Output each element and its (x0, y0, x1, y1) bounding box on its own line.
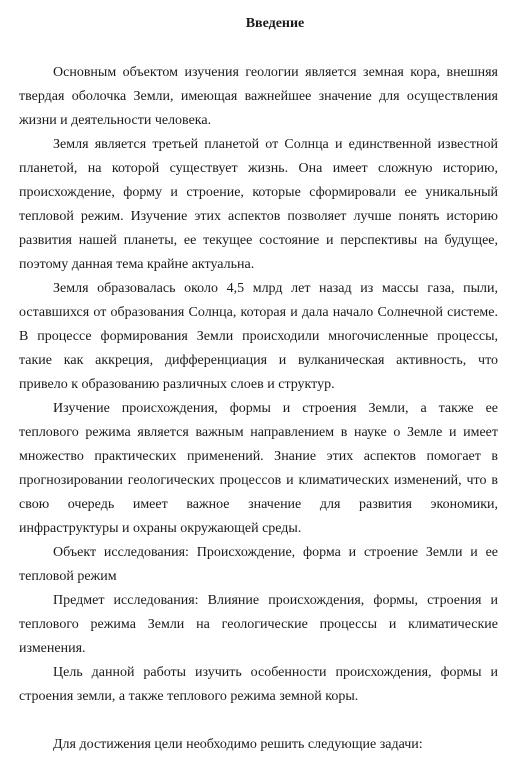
paragraph-research-goal (19, 661, 498, 709)
text-line: теплового режима является важным направлением в науке о Земле и имеет (19, 425, 498, 440)
text-line: Земля образовалась около 4,5 млрд лет назад из массы газа, пыли, (53, 281, 498, 296)
text-line: Основным объектом изучения геологии является земная кора, внешняя (53, 65, 498, 80)
text-line: изменения. (19, 641, 86, 656)
text-line: привело к образованию различных слоев и структур. (19, 377, 335, 392)
paragraph-intro-4 (19, 397, 498, 541)
text-line: теплового режима Земли на геологические процессы и климатические (19, 617, 498, 632)
page-title: Введение (245, 16, 305, 31)
text-line: Цель данной работы изучить особенности происхождения, формы и (53, 665, 498, 680)
paragraph-tasks-intro (19, 733, 498, 757)
text-line: Земля является третьей планетой от Солнца и единственной известной (53, 137, 498, 152)
text-line: планетой, на которой существует жизнь. Она имеет сложную историю, (19, 161, 498, 176)
text-line: строения земли, а также теплового режима земной коры. (19, 689, 359, 704)
text-line: свою очередь имеет важное значение для развития экономики, (19, 497, 498, 512)
text-line: Изучение происхождения, формы и строения Земли, а также ее (53, 401, 498, 416)
text-line: оставшихся от образования Солнца, которая и дала начало Солнечной системе. (19, 305, 498, 320)
paragraph-research-subject (19, 589, 498, 661)
text-line: тепловой режим. Изучение этих аспектов позволяет лучше понять историю (19, 209, 498, 224)
paragraph-research-object (19, 541, 498, 589)
text-line: поэтому данная тема крайне актуальна. (19, 257, 255, 272)
paragraph-spacer (19, 709, 498, 733)
paragraph-intro-1 (19, 61, 498, 133)
text-line: жизни и деятельности человека. (19, 113, 212, 128)
text-line: происхождение, форму и строение, которые сформировали ее уникальный (19, 185, 498, 200)
text-line: Объект исследования: Происхождение, форма и строение Земли и ее (53, 545, 498, 560)
text-line: такие как аккреция, дифференциация и вулканическая активность, что (19, 353, 498, 368)
paragraph-intro-3 (19, 277, 498, 397)
text-line: Предмет исследования: Влияние происхождения, формы, строения и (53, 593, 498, 608)
text-line: тепловой режим (19, 569, 117, 584)
text-line: множество практических применений. Знание этих аспектов помогает в (19, 449, 498, 464)
text-line: инфраструктуры и охраны окружающей среды. (19, 521, 302, 536)
text-line: Для достижения цели необходимо решить следующие задачи: (53, 737, 423, 752)
text-line: развития нашей планеты, ее текущее состояние и перспективы на будущее, (19, 233, 498, 248)
text-line: твердая оболочка Земли, имеющая важнейшее значение для осуществления (19, 89, 498, 104)
document-body (19, 61, 498, 757)
text-line: В процессе формирования Земли происходили многочисленные процессы, (19, 329, 498, 344)
text-line: прогнозировании геологических процессов и климатических изменений, что в (19, 473, 498, 488)
paragraph-intro-2 (19, 133, 498, 277)
